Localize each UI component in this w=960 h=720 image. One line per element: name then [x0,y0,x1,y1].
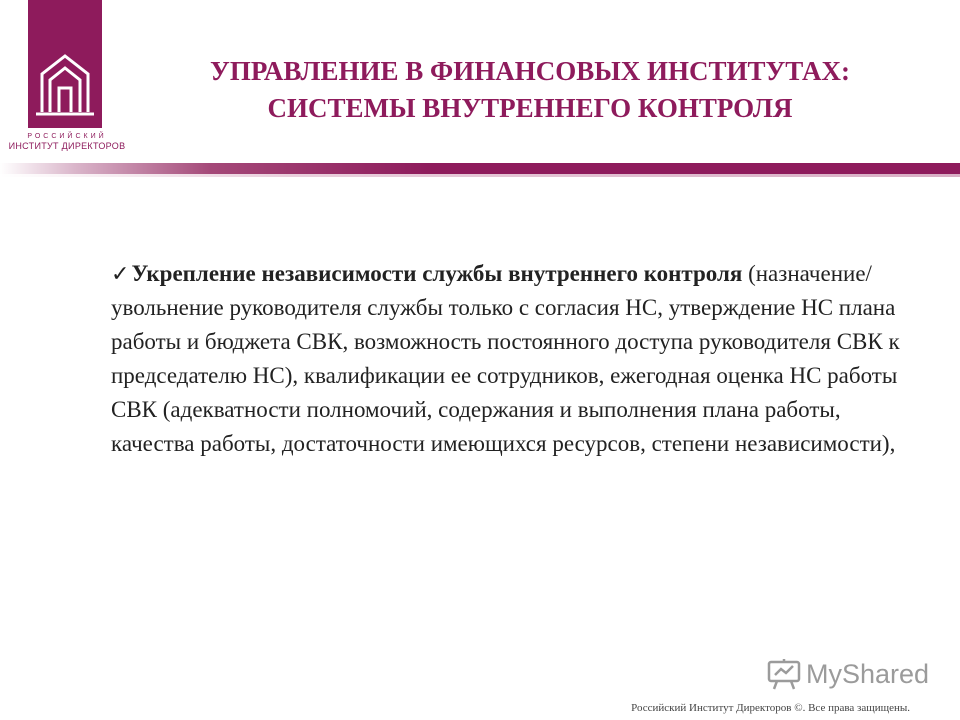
logo [28,0,102,128]
header-divider [0,163,960,174]
bullet-lead: Укрепление независимости службы внутреннего контроля [131,261,743,286]
page-title-line1: УПРАВЛЕНИЕ В ФИНАНСОВЫХ ИНСТИТУТАХ: [210,56,850,86]
myshared-watermark [766,654,929,694]
logo-caption [6,133,128,151]
logo-caption-line1: РОССИЙСКИЙ [27,133,107,140]
presentation-board-icon [766,658,802,690]
watermark-text: MyShared [806,658,930,689]
bullet-body: (назначение/увольнение руководителя службы только с согласия НС, утверждение НС плана работы и бюджета СВК, возможность постоянного доступа руководителя СВК к председателю НС), квалификации ее сотрудников, ежегодная оценка НС работы СВК (адекватности полномочий, содержания и выполнения плана работы, качества работы, достаточности имеющихся ресурсов, степени независимости), [111,261,900,456]
footer-copyright: Российский Институт Директоров ©. Все права защищены. [631,702,910,714]
bullet-paragraph [111,257,911,461]
page-title [130,53,930,127]
checkmark-icon: ✓ [111,261,130,286]
logo-caption-line2: ИНСТИТУТ ДИРЕКТОРОВ [8,141,126,152]
page-title-line2: СИСТЕМЫ ВНУТРЕННЕГО КОНТРОЛЯ [267,93,793,123]
institute-building-icon [28,0,102,128]
